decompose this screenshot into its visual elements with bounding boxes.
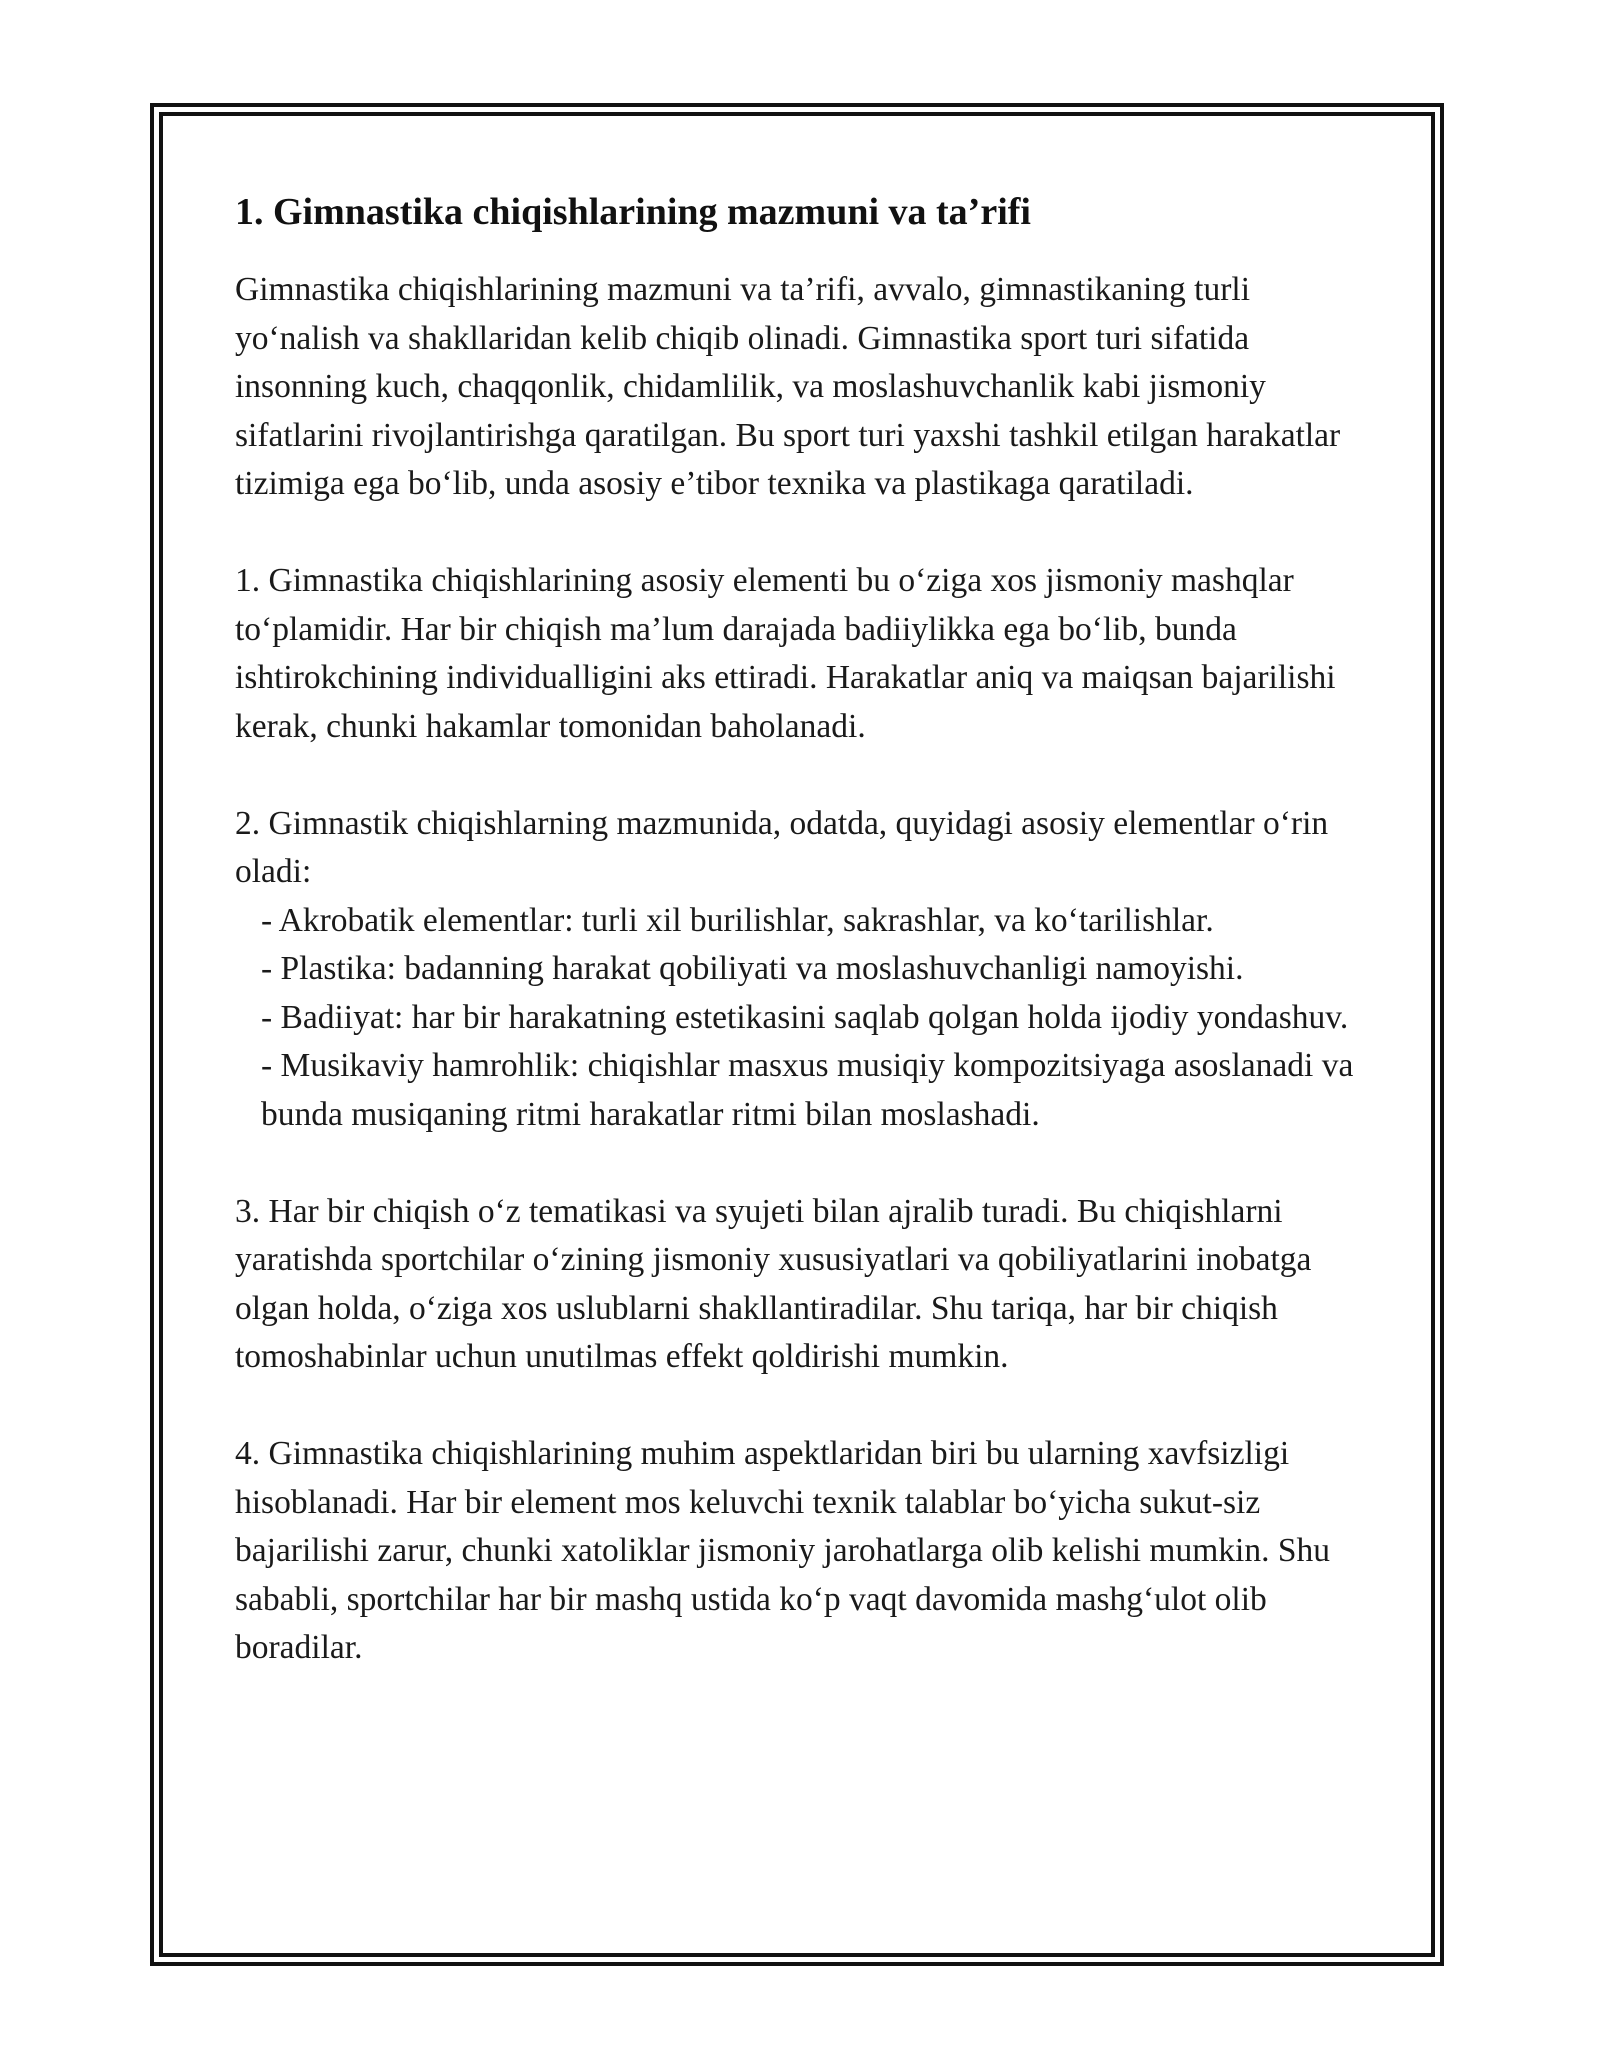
point-4-paragraph: 4. Gimnastika chiqishlarining muhim aspektlaridan biri bu ularning xavfsizligi hisoblanadi. Har bir element mos keluvchi texnik talablar bo‘yicha sukut-siz bajarilishi zarur, chunki xatoliklar jismoniy jarohatlarga olib kelishi mumkin. Shu sababli, sportchilar har bir mashq ustida ko‘p vaqt davomida mashg‘ulot olib boradilar. [235,1435,1339,1666]
paragraph-spacer [235,1382,1375,1431]
list-item-akrobatik: - Akrobatik elementlar: turli xil burilishlar, sakrashlar, va ko‘tarilishlar. [261,901,1214,939]
point-2-paragraph: 2. Gimnastik chiqishlarning mazmunida, odatda, quyidagi asosiy elementlar o‘rin oladi: [235,804,1337,890]
list-item-musikaviy: - Musikaviy hamrohlik: chiqishlar masxus musiqiy kompozitsiyaga asoslanadi va bunda musiqaning ritmi harakatlar ritmi bilan moslashadi. [261,1047,1362,1133]
paragraph-spacer [235,751,1375,800]
paragraph-spacer [235,509,1375,558]
list-item-plastika: - Plastika: badanning harakat qobiliyati va moslashuvchanligi namoyishi. [261,950,1244,987]
section-title: 1. Gimnastika chiqishlarining mazmuni va ta’rifi [235,191,1031,233]
document-body [235,186,1375,1673]
paragraph-spacer [235,1139,1375,1188]
list-item-badiiyat: - Badiiyat: har bir harakatning estetikasini saqlab qolgan holda ijodiy yondashuv. [261,998,1349,1036]
point-1-paragraph: 1. Gimnastika chiqishlarining asosiy elementi bu o‘ziga xos jismoniy mashqlar to‘plamidir. Har bir chiqish ma’lum darajada badiiylikka ega bo‘lib, bunda ishtirokchining individualligini aks ettiradi. Harakatlar aniq va maiqsan bajarilishi kerak, chunki hakamlar tomonidan baholanadi. [235,562,1344,745]
intro-paragraph: Gimnastika chiqishlarining mazmuni va ta’rifi, avvalo, gimnastikaning turli yo‘nalish va shakllaridan kelib chiqib olinadi. Gimnastika sport turi sifatida insonning kuch, chaqqonlik, chidamlilik, va moslashuvchanlik kabi jismoniy sifatlarini rivojlantirishga qaratilgan. Bu sport turi yaxshi tashkil etilgan harakatlar tizimiga ega bo‘lib, unda asosiy e’tibor texnika va plastikaga qaratiladi. [235,271,1349,502]
point-3-paragraph: 3. Har bir chiqish o‘z tematikasi va syujeti bilan ajralib turadi. Bu chiqishlarni yaratishda sportchilar o‘zining jismoniy xususiyatlari va qobiliyatlarini inobatga olgan holda, o‘ziga xos uslublarni shakllantiradilar. Shu tariqa, har bir chiqish tomoshabinlar uchun unutilmas effekt qoldirishi mumkin. [235,1192,1320,1375]
